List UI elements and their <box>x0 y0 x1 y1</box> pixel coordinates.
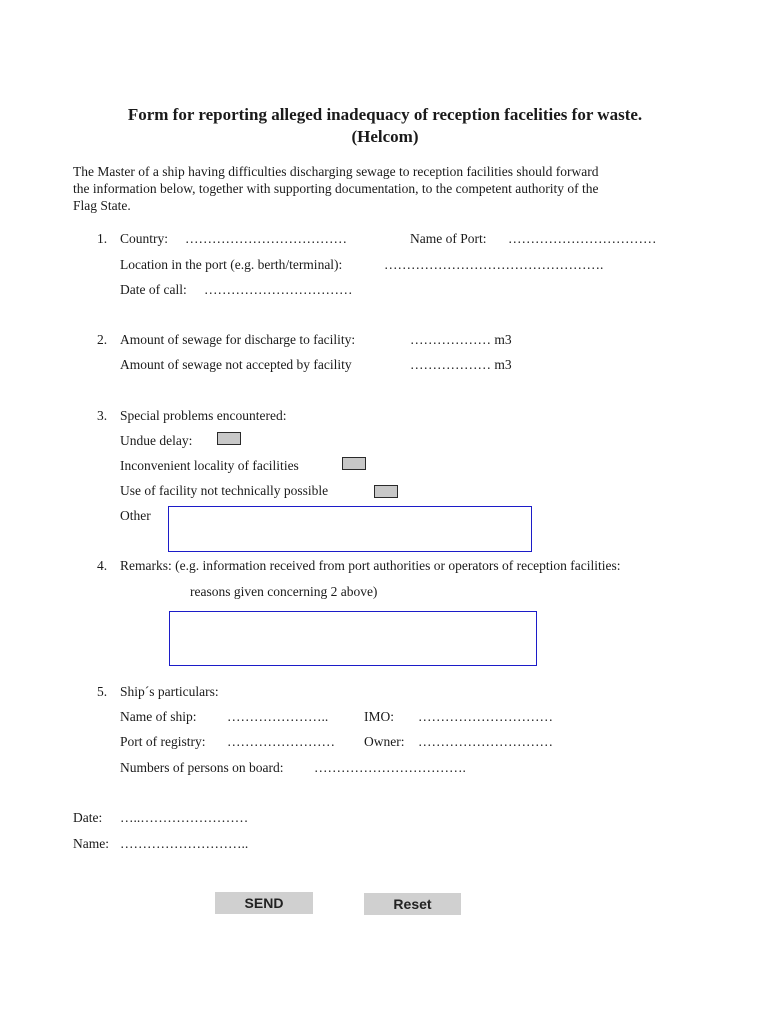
discharge-field[interactable]: ……………… m3 <box>410 332 512 347</box>
special-problems-heading: Special problems encountered: <box>120 408 287 423</box>
location-label: Location in the port (e.g. berth/terminal): <box>120 257 343 272</box>
footer-name-field[interactable]: ……………………….. <box>120 836 249 851</box>
persons-field[interactable]: ……………………………. <box>314 760 466 775</box>
footer-date-field[interactable]: …..…………………… <box>120 810 249 825</box>
not-possible-label: Use of facility not technically possible <box>120 483 329 498</box>
not-accepted-label: Amount of sewage not accepted by facility <box>120 357 352 372</box>
ship-name-label: Name of ship: <box>120 709 197 724</box>
country-field[interactable]: ……………………………… <box>185 231 347 246</box>
form-title-line2: (Helcom) <box>351 127 419 146</box>
owner-field[interactable]: ………………………… <box>418 734 553 749</box>
remarks-label: Remarks: (e.g. information received from port authorities or operators of reception facilities: <box>120 558 621 573</box>
other-text-field[interactable] <box>168 506 532 552</box>
reset-button[interactable]: Reset <box>364 893 461 915</box>
section2-number: 2. <box>97 332 108 347</box>
imo-label: IMO: <box>364 709 394 724</box>
inconvenient-locality-label: Inconvenient locality of facilities <box>120 458 299 473</box>
send-button[interactable]: SEND <box>215 892 313 914</box>
other-label: Other <box>120 508 151 523</box>
form-title <box>60 104 710 148</box>
intro-line3: Flag State. <box>73 198 131 213</box>
form-title-line1: Form for reporting alleged inadequacy of reception facelities for waste. <box>127 105 643 124</box>
ship-name-field[interactable]: ………………….. <box>227 709 329 724</box>
footer-date-label: Date: <box>73 810 103 825</box>
footer-name-label: Name: <box>73 836 109 851</box>
remarks-text-field[interactable] <box>169 611 537 666</box>
section1-number: 1. <box>97 231 108 246</box>
not-accepted-field[interactable]: ……………… m3 <box>410 357 512 372</box>
port-field[interactable]: …………………………… <box>508 231 657 246</box>
country-label: Country: <box>120 231 169 246</box>
owner-label: Owner: <box>364 734 405 749</box>
section5-number: 5. <box>97 684 108 699</box>
inconvenient-locality-checkbox[interactable] <box>342 457 366 470</box>
date-of-call-label: Date of call: <box>120 282 187 297</box>
undue-delay-checkbox[interactable] <box>217 432 241 445</box>
intro-paragraph <box>73 163 693 214</box>
date-of-call-field[interactable]: …………………………… <box>204 282 353 297</box>
location-field[interactable]: …………………………………………. <box>384 257 604 272</box>
persons-label: Numbers of persons on board: <box>120 760 284 775</box>
registry-label: Port of registry: <box>120 734 206 749</box>
undue-delay-label: Undue delay: <box>120 433 193 448</box>
remarks-sublabel: reasons given concerning 2 above) <box>190 584 378 599</box>
registry-field[interactable]: …………………… <box>227 734 335 749</box>
not-possible-checkbox[interactable] <box>374 485 398 498</box>
imo-field[interactable]: ………………………… <box>418 709 553 724</box>
ship-particulars-heading: Ship´s particulars: <box>120 684 219 699</box>
port-label: Name of Port: <box>410 231 487 246</box>
section4-number: 4. <box>97 558 108 573</box>
section3-number: 3. <box>97 408 108 423</box>
intro-line2: the information below, together with supporting documentation, to the competent authority of the <box>73 181 599 196</box>
intro-line1: The Master of a ship having difficulties discharging sewage to reception facilities should forward <box>73 164 599 179</box>
discharge-label: Amount of sewage for discharge to facility: <box>120 332 356 347</box>
